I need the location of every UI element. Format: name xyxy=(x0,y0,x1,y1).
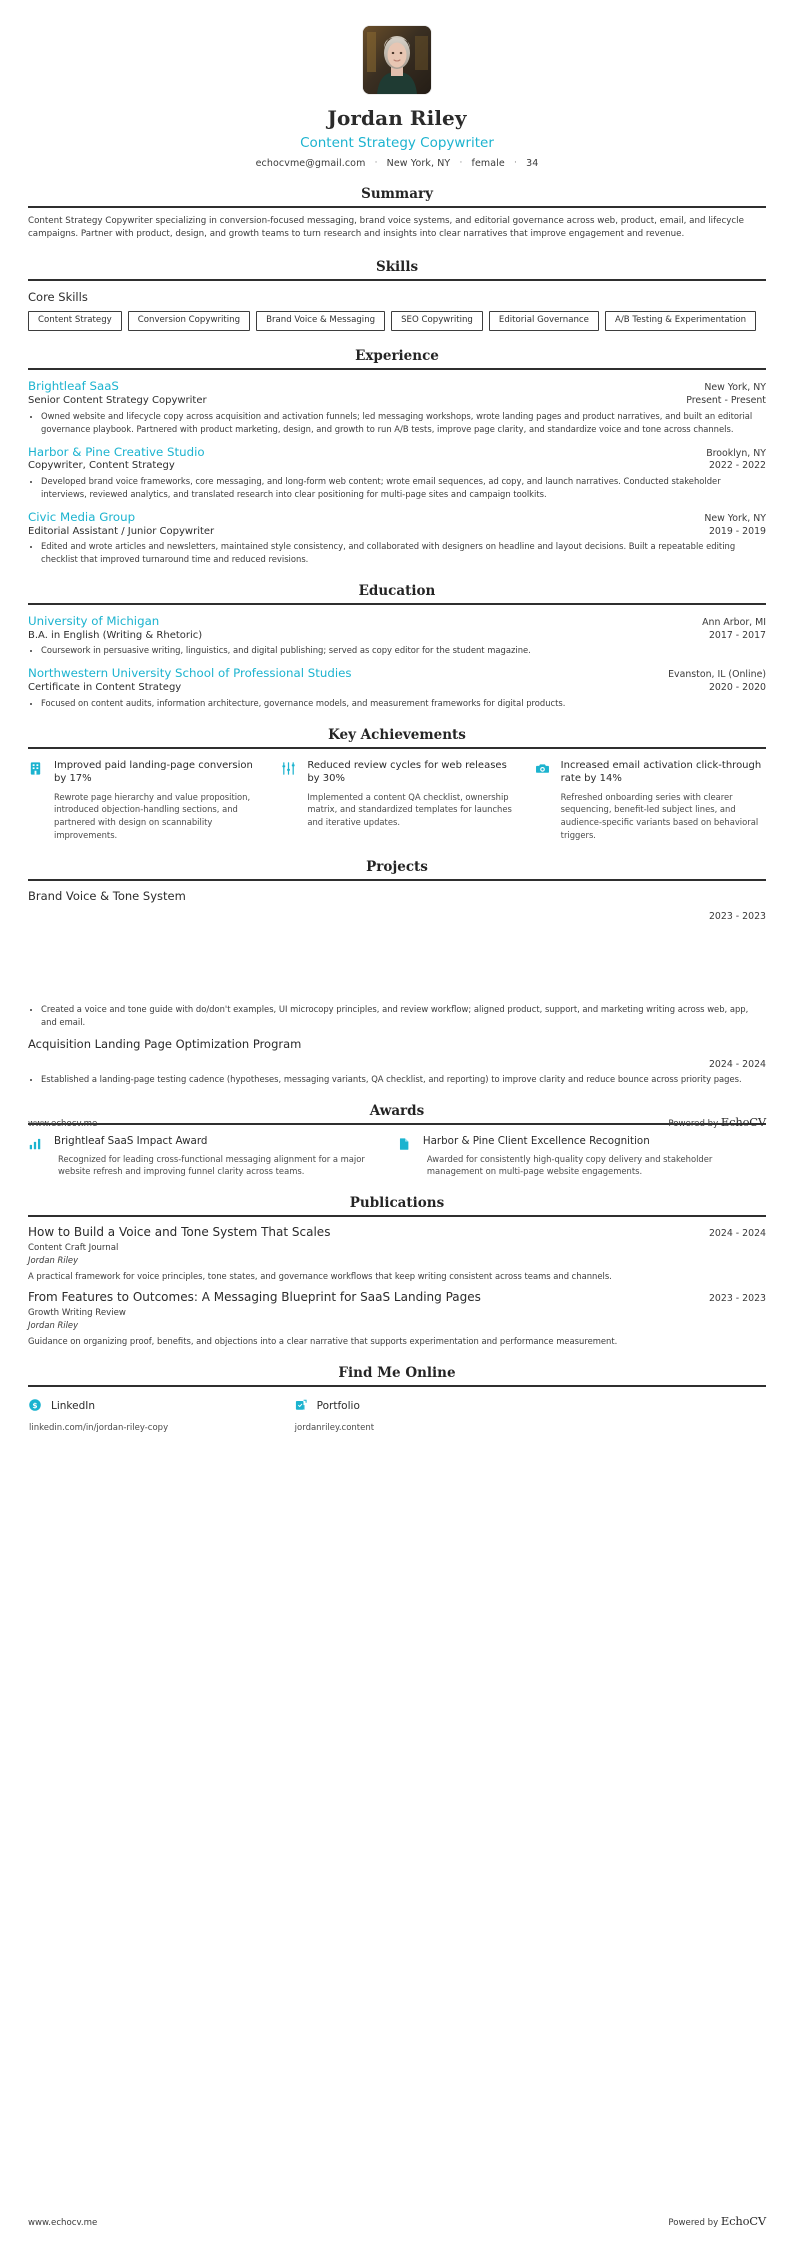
section-skills xyxy=(28,259,766,331)
skill-chip: Brand Voice & Messaging xyxy=(256,311,385,331)
experience-org: Harbor & Pine Creative Studio xyxy=(28,444,205,459)
key-achievement-item xyxy=(535,759,766,842)
experience-entry xyxy=(28,445,766,501)
section-projects xyxy=(28,859,766,1086)
section-experience xyxy=(28,348,766,566)
publication-dates: 2023 - 2023 xyxy=(708,1293,766,1305)
achievement-title: Improved paid landing-page conversion by 17% xyxy=(54,759,253,785)
section-education xyxy=(28,583,766,710)
skill-chip: A/B Testing & Experimentation xyxy=(605,311,756,331)
section-title-projects: Projects xyxy=(366,858,428,875)
section-divider xyxy=(28,279,766,281)
project-bullets xyxy=(28,1003,766,1029)
footer-site-url[interactable]: www.echocv.me xyxy=(28,1119,98,1129)
skill-chip: SEO Copywriting xyxy=(391,311,483,331)
online-link-item[interactable] xyxy=(294,1397,560,1433)
contact-separator: · xyxy=(459,158,463,168)
section-divider xyxy=(28,1385,766,1387)
publication-title: How to Build a Voice and Tone System That Scales xyxy=(28,1225,331,1240)
education-bullets xyxy=(28,644,766,657)
page-title: Jordan Riley xyxy=(327,106,467,130)
education-school: University of Michigan xyxy=(28,614,160,629)
key-achievement-item xyxy=(281,759,512,842)
section-divider xyxy=(28,206,766,208)
skill-group-name: Core Skills xyxy=(28,289,88,304)
award-desc: Recognized for leading cross-functional messaging alignment for a major website refresh and improving funnel clarity across teams. xyxy=(58,1153,365,1177)
experience-entry xyxy=(28,379,766,435)
section-title-key-achievements: Key Achievements xyxy=(328,726,466,743)
section-key-achievements xyxy=(28,727,766,842)
publication-item xyxy=(28,1225,766,1282)
achievement-title: Reduced review cycles for web releases by 30% xyxy=(307,759,507,785)
education-bullets xyxy=(28,697,766,710)
bullet: • Owned website and lifecycle copy across acquisition and activation funnels; led messaging workshops, wrote landing pages and product narratives, and built an editorial governance playbook. Partnered with product marketing, design, and growth to run A/B tests, improve page clarity, and standardize voice and tone across channels. xyxy=(41,410,766,436)
project-dates: 2024 - 2024 xyxy=(708,1058,766,1070)
publication-author: Jordan Riley xyxy=(28,1254,79,1265)
experience-location: Brooklyn, NY xyxy=(706,447,766,459)
bullet: • Focused on content audits, information architecture, governance models, and measurement frameworks for digital products. xyxy=(41,697,766,710)
experience-bullets xyxy=(28,540,766,566)
skill-chip-list xyxy=(28,311,766,331)
contact-location: New York, NY xyxy=(386,158,451,169)
section-title-experience: Experience xyxy=(355,348,439,365)
skill-chip: Editorial Governance xyxy=(489,311,599,331)
education-school: Northwestern University School of Professional Studies xyxy=(28,666,352,681)
contact-age: 34 xyxy=(526,158,539,169)
award-item xyxy=(397,1135,744,1178)
document-icon xyxy=(397,1135,414,1178)
bullet: • Developed brand voice frameworks, core messaging, and long-form web content; wrote email sequences, ad copy, and launch narratives. Conducted stakeholder interviews, reviewed analytics, and translated research into clear positioning for multi-page sites and campaign toolkits. xyxy=(41,475,766,501)
section-divider xyxy=(28,603,766,605)
online-link-list xyxy=(28,1397,766,1433)
publication-desc: A practical framework for voice principles, tone states, and governance workflows that keep writing consistent across teams and channels. xyxy=(28,1270,612,1281)
online-link-url[interactable]: jordanriley.content xyxy=(294,1422,375,1433)
publication-journal: Content Craft Journal xyxy=(28,1242,119,1253)
publication-author: Jordan Riley xyxy=(28,1320,79,1331)
achievement-desc: Rewrote page hierarchy and value proposition, introduced objection-handling sections, and partnered with design on scannability improvements. xyxy=(54,791,251,841)
page-footer xyxy=(28,1115,766,1129)
bullet: • Edited and wrote articles and newsletters, maintained style consistency, and collaborated with designers on headline and layout decisions. Built a repeatable editing checklist that improved turnaround time and reduced revisions. xyxy=(41,540,766,566)
footer-powered-by xyxy=(668,1115,766,1129)
publication-desc: Guidance on organizing proof, benefits, and objections into a clear narrative that supports experimentation and performance measurement. xyxy=(28,1336,618,1347)
footer-site-url[interactable]: www.echocv.me xyxy=(28,2218,98,2228)
education-location: Ann Arbor, MI xyxy=(702,617,766,629)
skill-chip: Content Strategy xyxy=(28,311,122,331)
experience-dates: 2022 - 2022 xyxy=(708,460,766,472)
key-achievement-item xyxy=(28,759,259,842)
key-achievement-list xyxy=(28,759,766,842)
contact-separator: · xyxy=(374,158,378,168)
summary-text: Content Strategy Copywriter specializing in conversion-focused messaging, brand voice systems, and editorial governance across web, product, email, and lifecycle campaigns. Partner with product, design, and growth teams to turn research and insights into clear narratives that improve engagement and revenue. xyxy=(28,216,744,240)
sliders-icon xyxy=(281,759,298,842)
experience-location: New York, NY xyxy=(704,382,766,394)
publication-dates: 2024 - 2024 xyxy=(708,1228,766,1240)
online-link-label: LinkedIn xyxy=(51,1400,96,1413)
bullet: • Coursework in persuasive writing, linguistics, and digital publishing; served as copy editor for the student magazine. xyxy=(41,644,766,657)
publication-journal: Growth Writing Review xyxy=(28,1308,126,1319)
footer-powered-by xyxy=(668,2214,766,2228)
footer-brand: EchoCV xyxy=(720,2214,766,2228)
achievement-desc: Refreshed onboarding series with clearer sequencing, benefit-led subject lines, and audience-specific variants based on behavioral triggers. xyxy=(560,791,759,841)
footer-brand: EchoCV xyxy=(720,1115,766,1129)
online-link-item[interactable] xyxy=(28,1397,294,1433)
bullet: • Created a voice and tone guide with do/don't examples, UI microcopy principles, and review workflow; aligned product, support, and marketing writing across web, app, and email. xyxy=(41,1003,766,1029)
education-location: Evanston, IL (Online) xyxy=(668,669,766,681)
project-bullets xyxy=(28,1073,766,1086)
footer-powered-prefix: Powered by xyxy=(668,1119,719,1129)
award-title: Brightleaf SaaS Impact Award xyxy=(54,1134,208,1147)
bar-chart-icon xyxy=(28,1135,45,1178)
achievement-desc: Implemented a content QA checklist, ownership matrix, and standardized templates for launches and iterative updates. xyxy=(307,791,512,828)
project-item xyxy=(28,889,766,922)
project-dates: 2023 - 2023 xyxy=(708,910,766,922)
contact-line xyxy=(28,158,766,169)
online-link-label: Portfolio xyxy=(316,1400,360,1413)
experience-role: Copywriter, Content Strategy xyxy=(28,460,175,472)
avatar xyxy=(363,26,431,94)
experience-org: Brightleaf SaaS xyxy=(28,379,119,394)
publication-title: From Features to Outcomes: A Messaging Blueprint for SaaS Landing Pages xyxy=(28,1290,481,1305)
contact-email: echocvme@gmail.com xyxy=(255,158,366,169)
job-title: Content Strategy Copywriter xyxy=(300,135,494,151)
section-title-education: Education xyxy=(358,583,436,600)
contact-gender: female xyxy=(471,158,505,169)
camera-icon xyxy=(535,759,552,842)
section-find-me-online xyxy=(28,1365,766,1433)
experience-bullets xyxy=(28,475,766,501)
experience-entry xyxy=(28,510,766,566)
contact-separator: · xyxy=(514,158,517,168)
education-entry xyxy=(28,614,766,657)
portfolio-link-icon xyxy=(294,1397,308,1416)
experience-dates: Present - Present xyxy=(686,395,766,407)
section-title-skills: Skills xyxy=(375,258,419,275)
project-item xyxy=(28,1037,766,1086)
experience-bullets xyxy=(28,410,766,436)
footer-powered-prefix: Powered by xyxy=(668,2218,719,2228)
publication-item xyxy=(28,1290,766,1347)
award-desc: Awarded for consistently high-quality copy delivery and stakeholder management on multi-page website engagements. xyxy=(426,1153,713,1177)
section-title-find-me-online: Find Me Online xyxy=(338,1364,456,1381)
education-degree: Certificate in Content Strategy xyxy=(28,682,182,694)
svg-text:$: $ xyxy=(32,1400,38,1410)
award-list xyxy=(28,1135,766,1178)
section-publications xyxy=(28,1195,766,1347)
section-title-summary: Summary xyxy=(361,186,433,202)
section-divider xyxy=(28,1215,766,1217)
online-link-url[interactable]: linkedin.com/in/jordan-riley-copy xyxy=(29,1422,169,1433)
resume-header xyxy=(28,0,766,169)
page-footer xyxy=(28,2214,766,2228)
section-divider xyxy=(28,879,766,881)
section-summary xyxy=(28,186,766,242)
bullet: • Established a landing-page testing cadence (hypotheses, messaging variants, QA checklist, and reporting) to improve clarity and reduce bounce across priority pages. xyxy=(41,1073,766,1086)
education-dates: 2017 - 2017 xyxy=(708,629,766,641)
project-name: Brand Voice & Tone System xyxy=(28,888,186,903)
experience-dates: 2019 - 2019 xyxy=(708,525,766,537)
experience-role: Senior Content Strategy Copywriter xyxy=(28,395,207,407)
education-dates: 2020 - 2020 xyxy=(708,682,766,694)
award-title: Harbor & Pine Client Excellence Recognition xyxy=(422,1134,650,1147)
education-degree: B.A. in English (Writing & Rhetoric) xyxy=(28,629,203,641)
building-icon xyxy=(28,759,45,842)
section-divider xyxy=(28,368,766,370)
experience-org: Civic Media Group xyxy=(28,509,136,524)
linkedin-badge-icon xyxy=(28,1397,42,1416)
project-name: Acquisition Landing Page Optimization Program xyxy=(28,1036,302,1051)
experience-location: New York, NY xyxy=(704,512,766,524)
achievement-title: Increased email activation click-through rate by 14% xyxy=(560,759,762,785)
experience-role: Editorial Assistant / Junior Copywriter xyxy=(28,525,215,537)
education-entry xyxy=(28,666,766,709)
award-item xyxy=(28,1135,375,1178)
section-title-publications: Publications xyxy=(349,1195,445,1212)
section-title-awards: Awards xyxy=(369,1102,425,1119)
section-divider xyxy=(28,747,766,749)
skill-chip: Conversion Copywriting xyxy=(128,311,250,331)
